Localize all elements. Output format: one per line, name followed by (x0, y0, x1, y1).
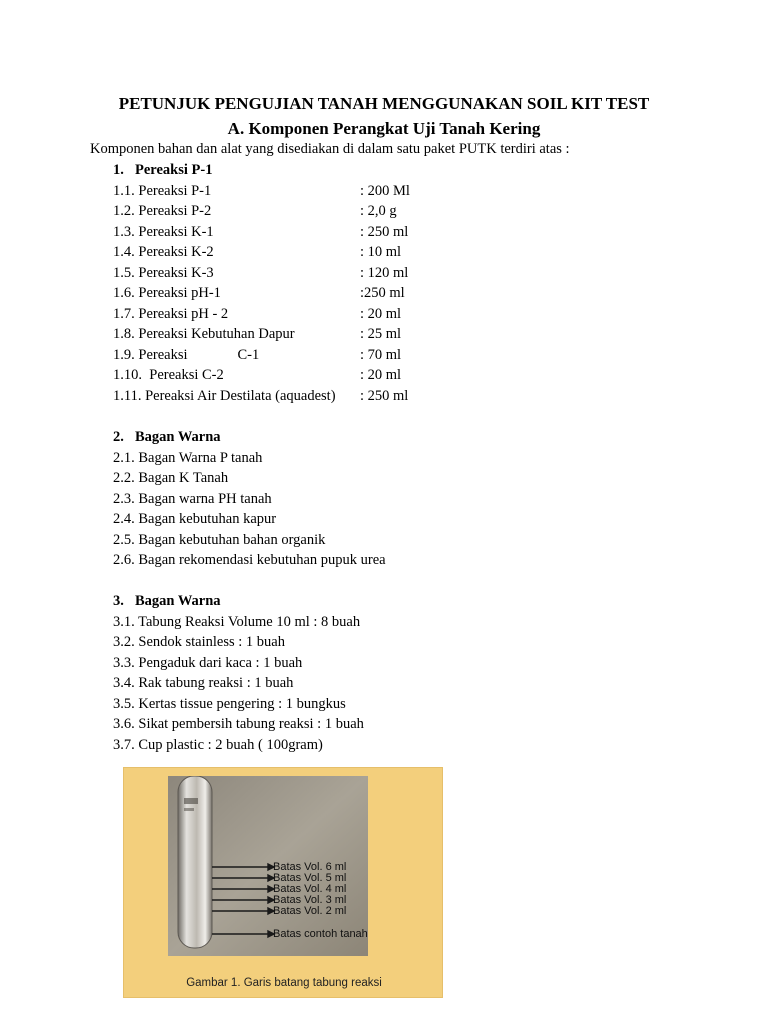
document-subtitle: A. Komponen Perangkat Uji Tanah Kering (227, 119, 541, 138)
list-item: 1.1. Pereaksi P-1 : 200 Ml (113, 182, 410, 199)
list-item: 2.1. Bagan Warna P tanah (113, 449, 263, 466)
list-item: 2.6. Bagan rekomendasi kebutuhan pupuk urea (113, 552, 386, 568)
list-item: 1.9. Pereaksi C-1 : 70 ml (113, 346, 402, 363)
list-item: 1.7. Pereaksi pH - 2 : 20 ml (113, 305, 402, 322)
intro-paragraph: Komponen bahan dan alat yang disediakan di dalam satu paket PUTK terdiri atas : (90, 141, 570, 157)
figure-label: Batas contoh tanah (273, 928, 368, 940)
list-item: 3.4. Rak tabung reaksi : 1 buah (113, 675, 294, 691)
section-3 (113, 591, 364, 755)
list-item: 2.3. Bagan warna PH tanah (113, 490, 272, 507)
document-title: PETUNJUK PENGUJIAN TANAH MENGGUNAKAN SOIL KIT TEST (118, 94, 650, 113)
section-2 (113, 427, 386, 571)
list-item: 1.2. Pereaksi P-2 : 2,0 g (113, 203, 397, 219)
test-tube-figure (123, 767, 443, 998)
figure-label: Batas Vol. 4 ml (273, 883, 347, 895)
list-item: 3.5. Kertas tissue pengering : 1 bungkus (113, 695, 346, 712)
list-item: 1.6. Pereaksi pH-1 :250 ml (113, 285, 405, 301)
section-1 (113, 160, 410, 406)
figure-label: Batas Vol. 6 ml (273, 861, 347, 873)
list-item: 2.5. Bagan kebutuhan bahan organik (113, 531, 326, 548)
list-item: 1.4. Pereaksi K-2 : 10 ml (113, 244, 402, 260)
figure-caption: Gambar 1. Garis batang tabung reaksi (186, 977, 382, 989)
list-item: 1.11. Pereaksi Air Destilata (aquadest) : 250 ml (113, 387, 409, 404)
list-item: 3.7. Cup plastic : 2 buah ( 100gram) (113, 736, 323, 753)
list-item: 1.3. Pereaksi K-1 : 250 ml (113, 223, 409, 240)
figure-label: Batas Vol. 2 ml (273, 905, 347, 917)
list-item: 1.10. Pereaksi C-2 : 20 ml (113, 367, 402, 383)
list-item: 3.6. Sikat pembersih tabung reaksi : 1 buah (113, 716, 364, 732)
list-item: 1.8. Pereaksi Kebutuhan Dapur : 25 ml (113, 326, 402, 342)
list-item: 2.2. Bagan K Tanah (113, 470, 229, 486)
list-item: 3.2. Sendok stainless : 1 buah (113, 634, 285, 650)
list-item: 3.1. Tabung Reaksi Volume 10 ml : 8 buah (113, 613, 361, 630)
figure-label: Batas Vol. 5 ml (273, 872, 347, 884)
section-3-heading: 3. Bagan Warna (113, 593, 221, 609)
section-1-heading: 1. Pereaksi P-1 (113, 162, 213, 178)
list-item: 1.5. Pereaksi K-3 : 120 ml (113, 264, 409, 281)
section-2-heading: 2. Bagan Warna (113, 429, 221, 445)
figure-label: Batas Vol. 3 ml (273, 894, 347, 906)
list-item: 3.3. Pengaduk dari kaca : 1 buah (113, 654, 303, 671)
list-item: 2.4. Bagan kebutuhan kapur (113, 511, 277, 527)
